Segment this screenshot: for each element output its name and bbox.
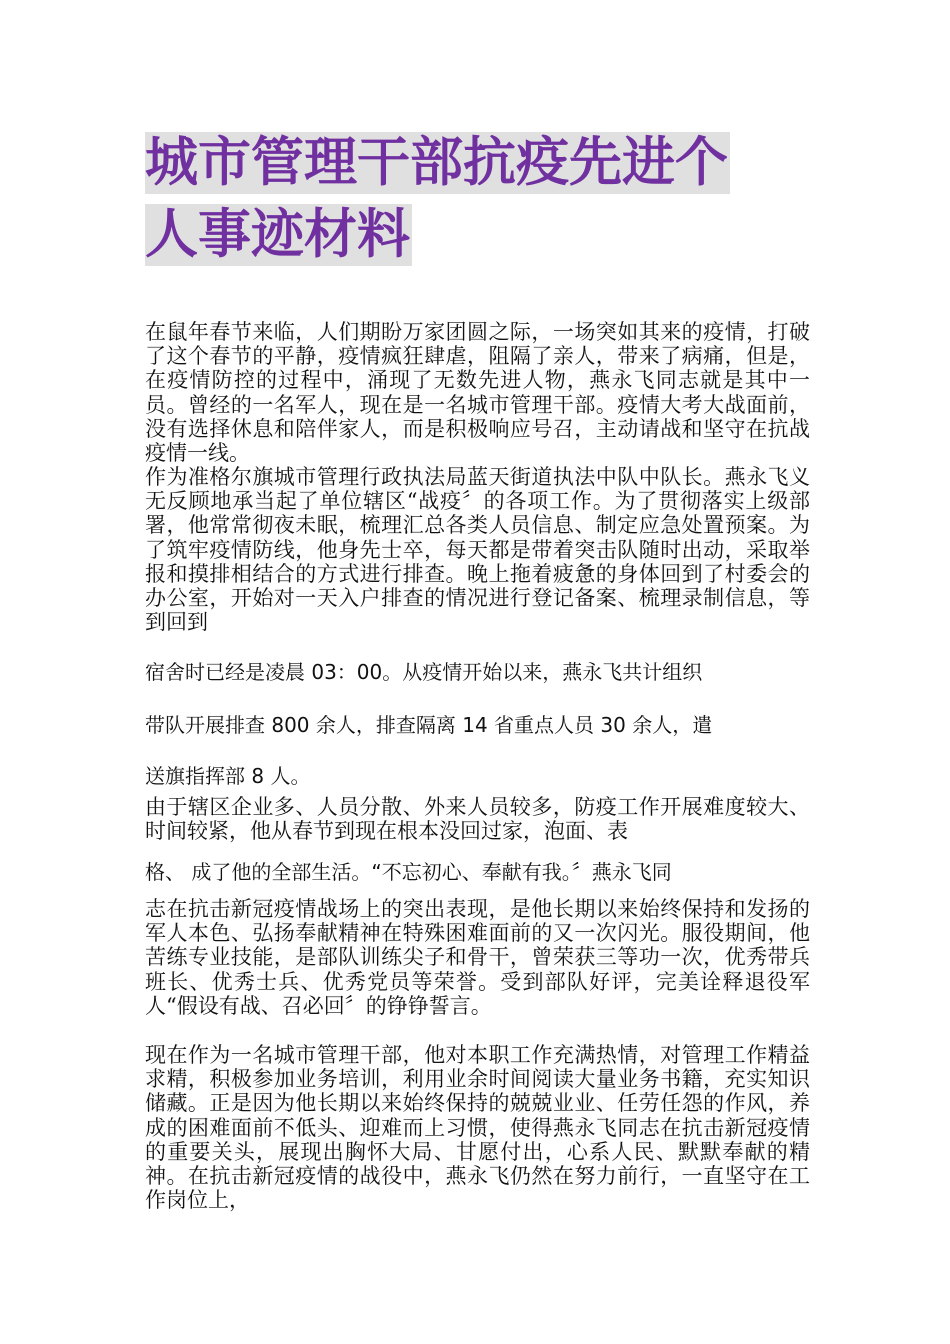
paragraph-duties-line-time: 宿舍时已经是凌晨 03：00。从疫情开始以来，燕永飞共计组织	[145, 660, 703, 684]
paragraph-hardship: 由于辖区企业多、人员分散、外来人员较多，防疫工作开展难度较大、时间较紧，他从春节到现在根本没回过家，泡面、表	[145, 795, 810, 844]
paragraph-intro: 在鼠年春节来临，人们期盼万家团圆之际，一场突如其来的疫情，打破了这个春节的平静，疫情疯狂肆虐，阻隔了亲人，带来了病痛，但是，在疫情防控的过程中，涌现了无数先进人物，燕永飞同志就是其中一员。曾经的一名军人，现在是一名城市管理干部。疫情大考大战面前，没有选择休息和陪伴家人，而是积极响应号召，主动请战和坚守在抗战疫情一线。	[145, 320, 810, 466]
paragraph-military: 志在抗击新冠疫情战场上的突出表现，是他长期以来始终保持和发扬的军人本色、弘扬奉献精神在特殊困难面前的又一次闪光。服役期间，他苦练专业技能，是部队训练尖子和骨干，曾荣获三等功一次，优秀带兵班长、优秀士兵、优秀党员等荣誉。受到部队好评，完美诠释退役军人“假设有战、召必回〞的铮铮誓言。	[145, 897, 810, 1018]
document-title-line-1: 城市管理干部抗疫先进个	[145, 132, 728, 193]
document-title-line-2: 人事迹材料	[145, 204, 410, 265]
paragraph-duties: 作为准格尔旗城市管理行政执法局蓝天街道执法中队中队长。燕永飞义无反顾地承当起了单位辖区“战疫〞的各项工作。为了贯彻落实上级部署，他常常彻夜未眠，梳理汇总各类人员信息、制定应急处置预案。为了筑牢疫情防线，他身先士卒，每天都是带着突击队随时出动，采取举报和摸排相结合的方式进行排查。晚上拖着疲惫的身体回到了村委会的办公室，开始对一天入户排查的情况进行登记备案、梳理录制信息，等到回到	[145, 465, 810, 635]
paragraph-duties-line-stats: 带队开展排查 800 余人，排查隔离 14 省重点人员 30 余人，遣	[145, 713, 713, 737]
paragraph-current-role: 现在作为一名城市管理干部，他对本职工作充满热情，对管理工作精益求精，积极参加业务培训，利用业余时间阅读大量业务书籍，充实知识储藏。正是因为他长期以来始终保持的兢兢业业、任劳任怨的作风，养成的困难面前不低头、迎难而上习惯，使得燕永飞同志在抗击新冠疫情的重要关头，展现出胸怀大局、甘愿付出，心系人民、默默奉献的精神。在抗击新冠疫情的战役中，燕永飞仍然在努力前行，一直坚守在工作岗位上，	[145, 1043, 810, 1213]
paragraph-duties-line-end: 送旗指挥部 8 人。	[145, 764, 311, 788]
paragraph-hardship-line: 格、 成了他的全部生活。“不忘初心、奉献有我。〞燕永飞同	[145, 860, 672, 884]
